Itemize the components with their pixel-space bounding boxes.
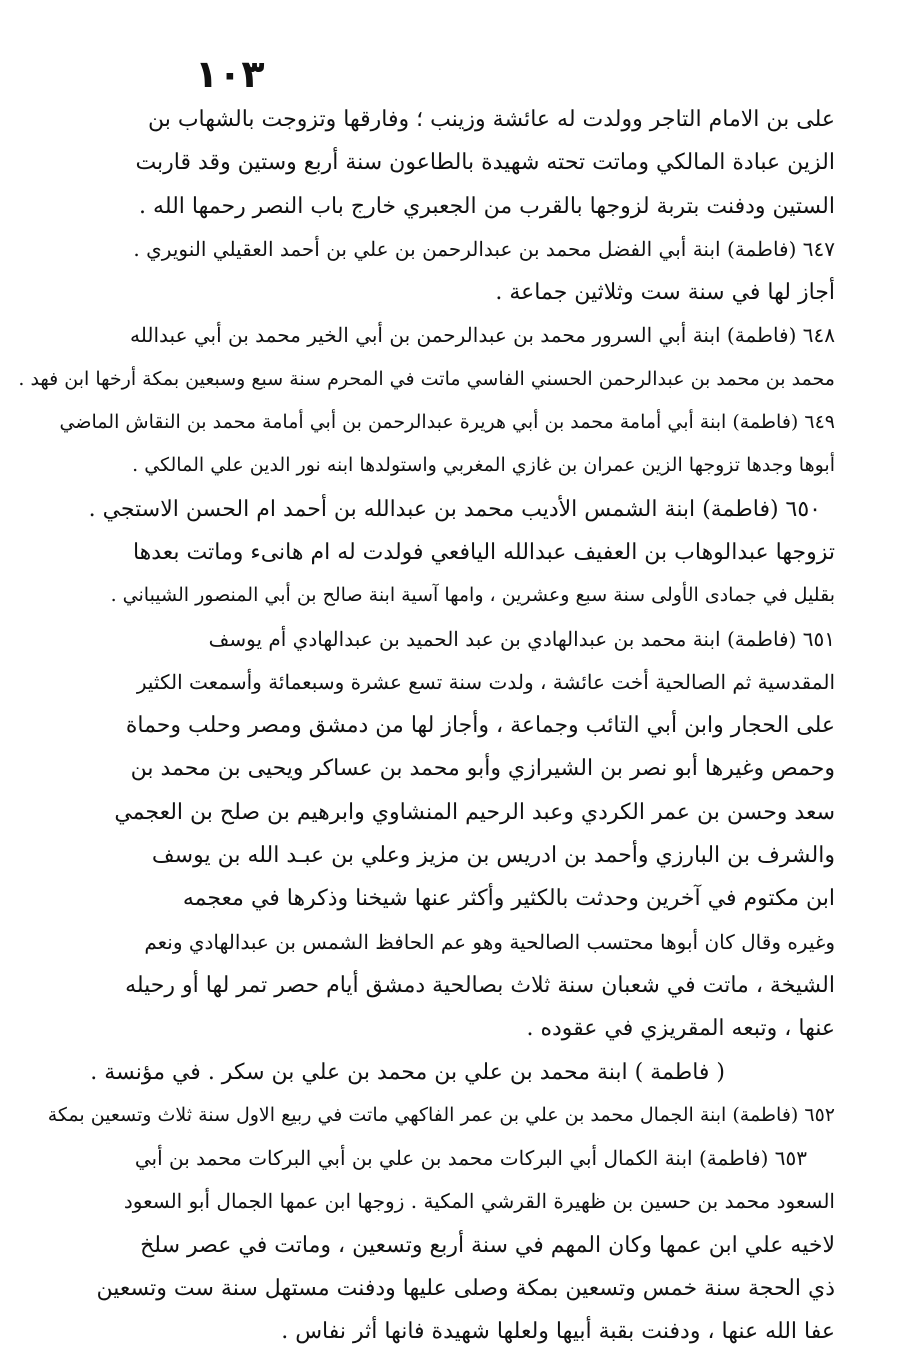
text-line: سعد وحسن بن عمر الكردي وعبد الرحيم المنشاوي وابرهيم بن صلح بن العجمي	[114, 799, 835, 825]
page-body	[18, 98, 835, 1354]
entry-heading-647: ٦٤٧ (فاطمة) ابنة أبي الفضل محمد بن عبدالرحمن بن علي بن أحمد العقيلي النويري .	[133, 236, 835, 261]
entry-heading-653: ٦٥٣ (فاطمة) ابنة الكمال أبي البركات محمد بن علي بن أبي البركات محمد بن أبي	[134, 1146, 807, 1171]
entry-heading-648: ٦٤٨ (فاطمة) ابنة أبي السرور محمد بن عبدالرحمن بن أبي الخير محمد بن أبي عبدالله	[130, 323, 835, 348]
text-line: أبوها وجدها تزوجها الزين عمران بن غازي المغربي واستولدها ابنه نور الدين علي المالكي .	[132, 454, 835, 477]
text-line: أجاز لها في سنة ست وثلاثين جماعة .	[495, 280, 835, 306]
entry-heading-651: ٦٥١ (فاطمة) ابنة محمد بن عبدالهادي بن عبد الحميد بن عبدالهادي أم يوسف	[208, 626, 835, 651]
text-line: ابن مكتوم في آخرين وحدثت بالكثير وأكثر عنها شيخنا وذكرها في معجمه	[182, 886, 835, 912]
text-line: السعود محمد بن حسين بن ظهيرة القرشي المكية . زوجها ابن عمها الجمال أبو السعود	[123, 1189, 835, 1214]
text-line: الشيخة ، ماتت في شعبان سنة ثلاث بصالحية دمشق أيام حصر تمر لها أو رحيله	[125, 972, 835, 998]
entry-heading-652: ٦٥٢ (فاطمة) ابنة الجمال محمد بن علي بن عمر الفاكهي ماتت في ربيع الاول سنة ثلاث وتسعين بمكة	[47, 1103, 835, 1126]
page-number: ١٠٣	[195, 52, 265, 96]
text-line: محمد بن محمد بن عبدالرحمن الحسني الفاسي ماتت في المحرم سنة سبع وسبعين بمكة أرخها ابن فهد .	[18, 367, 835, 390]
text-line: المقدسية ثم الصالحية أخت عائشة ، ولدت سنة تسع عشرة وسبعمائة وأسمعت الكثير	[136, 669, 835, 694]
entry-heading-unnumbered: ( فاطمة ) ابنة محمد بن علي بن محمد بن علي بن سكر . في مؤنسة .	[90, 1059, 725, 1085]
text-line: الزين عبادة المالكي وماتت تحته شهيدة بالطاعون سنة أربع وستين وقد قاربت	[135, 150, 835, 176]
entry-heading-650: ٦٥٠ (فاطمة) ابنة الشمس الأديب محمد بن عبدالله بن أحمد ام الحسن الاستجي .	[88, 496, 821, 522]
text-line: وغيره وقال كان أبوها محتسب الصالحية وهو عم الحافظ الشمس بن عبدالهادي ونعم	[144, 929, 835, 954]
text-line: على الحجار وابن أبي التائب وجماعة ، وأجاز لها من دمشق ومصر وحلب وحماة	[125, 713, 835, 739]
text-line: لاخيه علي ابن عمها وكان المهم في سنة أربع وتسعين ، وماتت في عصر سلخ	[140, 1232, 835, 1258]
text-line: تزوجها عبدالوهاب بن العفيف عبدالله اليافعي فولدت له ام هانىء وماتت بعدها	[132, 539, 835, 565]
text-line: والشرف بن البارزي وأحمد بن ادريس بن مزيز وعلي بن عبـد الله بن يوسف	[151, 843, 835, 869]
entry-heading-649: ٦٤٩ (فاطمة) ابنة أبي أمامة محمد بن أبي هريرة عبدالرحمن بن أبي أمامة محمد بن النقاش الماضي	[59, 411, 835, 434]
text-line: ذي الحجة سنة خمس وتسعين بمكة وصلى عليها ودفنت مستهل سنة ست وتسعين	[96, 1276, 835, 1302]
text-line: على بن الامام التاجر وولدت له عائشة وزينب ؛ وفارقها وتزوجت بالشهاب بن	[147, 107, 835, 132]
text-line: عفا الله عنها ، ودفنت بقبة أبيها ولعلها شهيدة فانها أثر نفاس .	[281, 1319, 835, 1345]
text-line: وحمص وغيرها أبو نصر بن الشيرازي وأبو محمد بن عساكر ويحيى بن محمد بن	[130, 756, 835, 782]
text-line: بقليل في جمادى الأولى سنة سبع وعشرين ، وامها آسية ابنة صالح بن أبي المنصور الشيباني .	[110, 584, 835, 607]
text-line: الستين ودفنت بتربة لزوجها بالقرب من الجعبري خارج باب النصر رحمها الله .	[139, 193, 835, 219]
text-line: عنها ، وتبعه المقريزي في عقوده .	[526, 1016, 835, 1042]
